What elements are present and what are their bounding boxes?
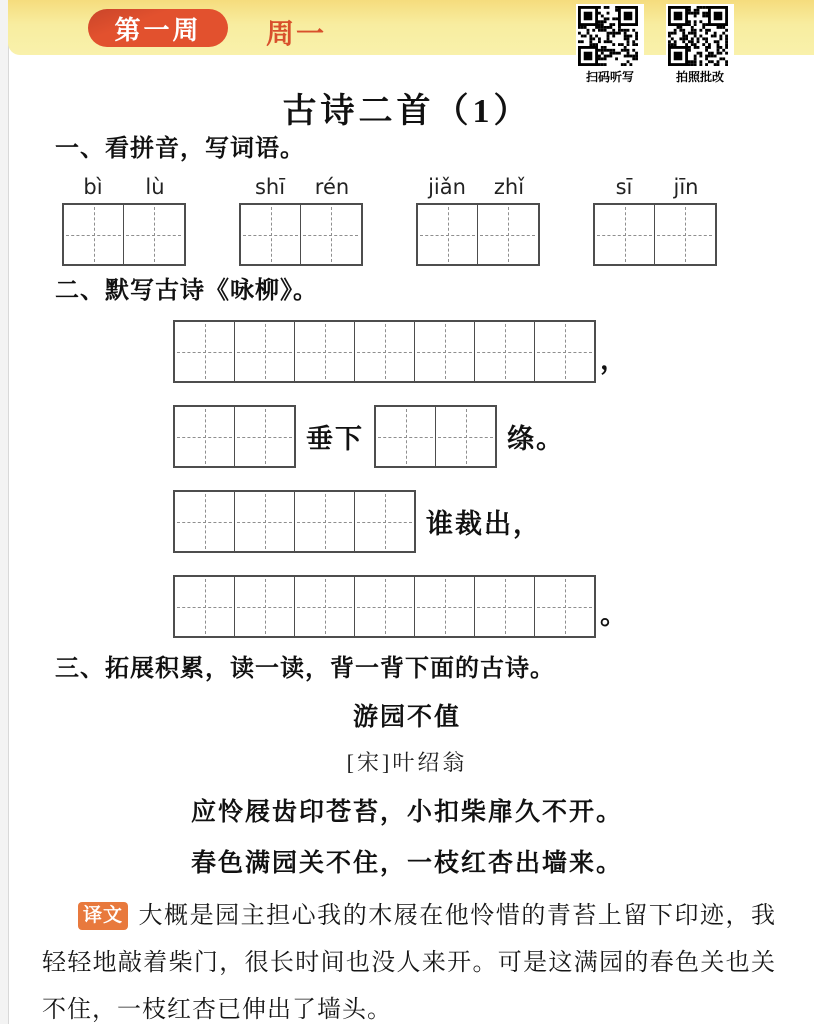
qr-code-icon [668, 6, 732, 66]
pinyin-syllable: rén [314, 175, 350, 199]
section-pinyin [0, 128, 814, 266]
grid-cell [354, 577, 414, 636]
section-extension [0, 648, 814, 1024]
grid-cell [241, 205, 300, 264]
grid-cell [534, 577, 594, 636]
row-given-text: 谁裁出， [426, 509, 542, 539]
grid-cell [294, 322, 354, 381]
answer-grid-box [173, 405, 296, 468]
grid-cell [234, 577, 294, 636]
pinyin-word [416, 175, 540, 266]
grid-cell [294, 492, 354, 551]
pinyin-syllable: lù [145, 175, 165, 199]
answer-grid-box [374, 405, 497, 468]
section-dictation [0, 270, 814, 660]
row-punctuation: ， [600, 345, 627, 375]
grid-cell [175, 407, 234, 466]
answer-grid-box [173, 490, 416, 553]
pinyin-word [593, 175, 717, 266]
grid-cell [435, 407, 495, 466]
page-title: 古诗二首（1） [282, 92, 532, 130]
poem-line: 应怜屐齿印苍苔，小扣柴扉久不开。 [190, 799, 623, 826]
answer-grid-box [173, 575, 596, 638]
grid-cell [354, 492, 414, 551]
row-given-text: 垂下 [306, 424, 364, 454]
pinyin-word [239, 175, 363, 266]
grid-cell [123, 205, 183, 264]
grid-row [173, 575, 814, 638]
grid-cell [477, 205, 537, 264]
grid-row [173, 405, 814, 468]
grid-cell [234, 407, 294, 466]
translation-text: 大概是园主担心我的木屐在他怜惜的青苔上留下印迹，我轻轻地敲着柴门，很长时间也没人来开。可是这满园的春色关也关不住，一枝红杏已伸出了墙头。 [42, 903, 776, 1023]
pinyin-label [239, 175, 363, 199]
qr-code-label: 扫码听写 [585, 70, 634, 84]
poem-lines [0, 792, 814, 879]
pinyin-syllable: bì [83, 175, 103, 199]
row-punctuation: 。 [600, 600, 627, 630]
pinyin-word [62, 175, 186, 266]
translation-paragraph [42, 893, 776, 1024]
day-label: 周一 [266, 18, 327, 49]
pinyin-label [62, 175, 186, 199]
pinyin-word-list [62, 175, 814, 266]
pinyin-syllable: jīn [673, 175, 699, 199]
row-given-text: 绦。 [507, 424, 565, 454]
section2-heading: 二、默写古诗《咏柳》。 [55, 277, 318, 304]
grid-cell [376, 407, 435, 466]
poem-line: 春色满园关不住，一枝红杏出墙来。 [190, 850, 623, 877]
qr-code-icon [578, 6, 642, 66]
grid-cell [414, 322, 474, 381]
qr-code-box [666, 4, 734, 86]
poem-author: [宋]叶绍翁 [346, 750, 468, 775]
grid-cell [654, 205, 714, 264]
translation-badge: 译文 [78, 902, 128, 930]
grid-cell [234, 492, 294, 551]
pinyin-label [593, 175, 717, 199]
grid-row [173, 320, 814, 383]
grid-cell [595, 205, 654, 264]
poem-title: 游园不值 [352, 703, 461, 731]
grid-cell [418, 205, 477, 264]
section3-heading: 三、拓展积累，读一读，背一背下面的古诗。 [55, 655, 555, 682]
grid-cell [64, 205, 123, 264]
grid-cell [175, 322, 234, 381]
dictation-grid-rows [173, 320, 814, 638]
answer-grid-box [239, 203, 363, 266]
grid-cell [414, 577, 474, 636]
pinyin-syllable: zhǐ [493, 175, 525, 199]
grid-cell [300, 205, 360, 264]
answer-grid-box [416, 203, 540, 266]
answer-grid-box [62, 203, 186, 266]
grid-cell [175, 577, 234, 636]
grid-cell [474, 322, 534, 381]
week-badge: 第一周 [88, 9, 228, 47]
section1-heading: 一、看拼音，写词语。 [55, 135, 305, 162]
answer-grid-box [173, 320, 596, 383]
pinyin-syllable: jiǎn [428, 175, 466, 199]
grid-cell [234, 322, 294, 381]
qr-code-label: 拍照批改 [675, 70, 724, 84]
grid-cell [534, 322, 594, 381]
grid-cell [354, 322, 414, 381]
qr-code-box [576, 4, 644, 86]
grid-row [173, 490, 814, 553]
grid-cell [175, 492, 234, 551]
pinyin-syllable: sī [615, 175, 633, 199]
pinyin-syllable: shī [254, 175, 286, 199]
grid-cell [474, 577, 534, 636]
qr-code-group [576, 4, 734, 86]
answer-grid-box [593, 203, 717, 266]
pinyin-label [416, 175, 540, 199]
grid-cell [294, 577, 354, 636]
